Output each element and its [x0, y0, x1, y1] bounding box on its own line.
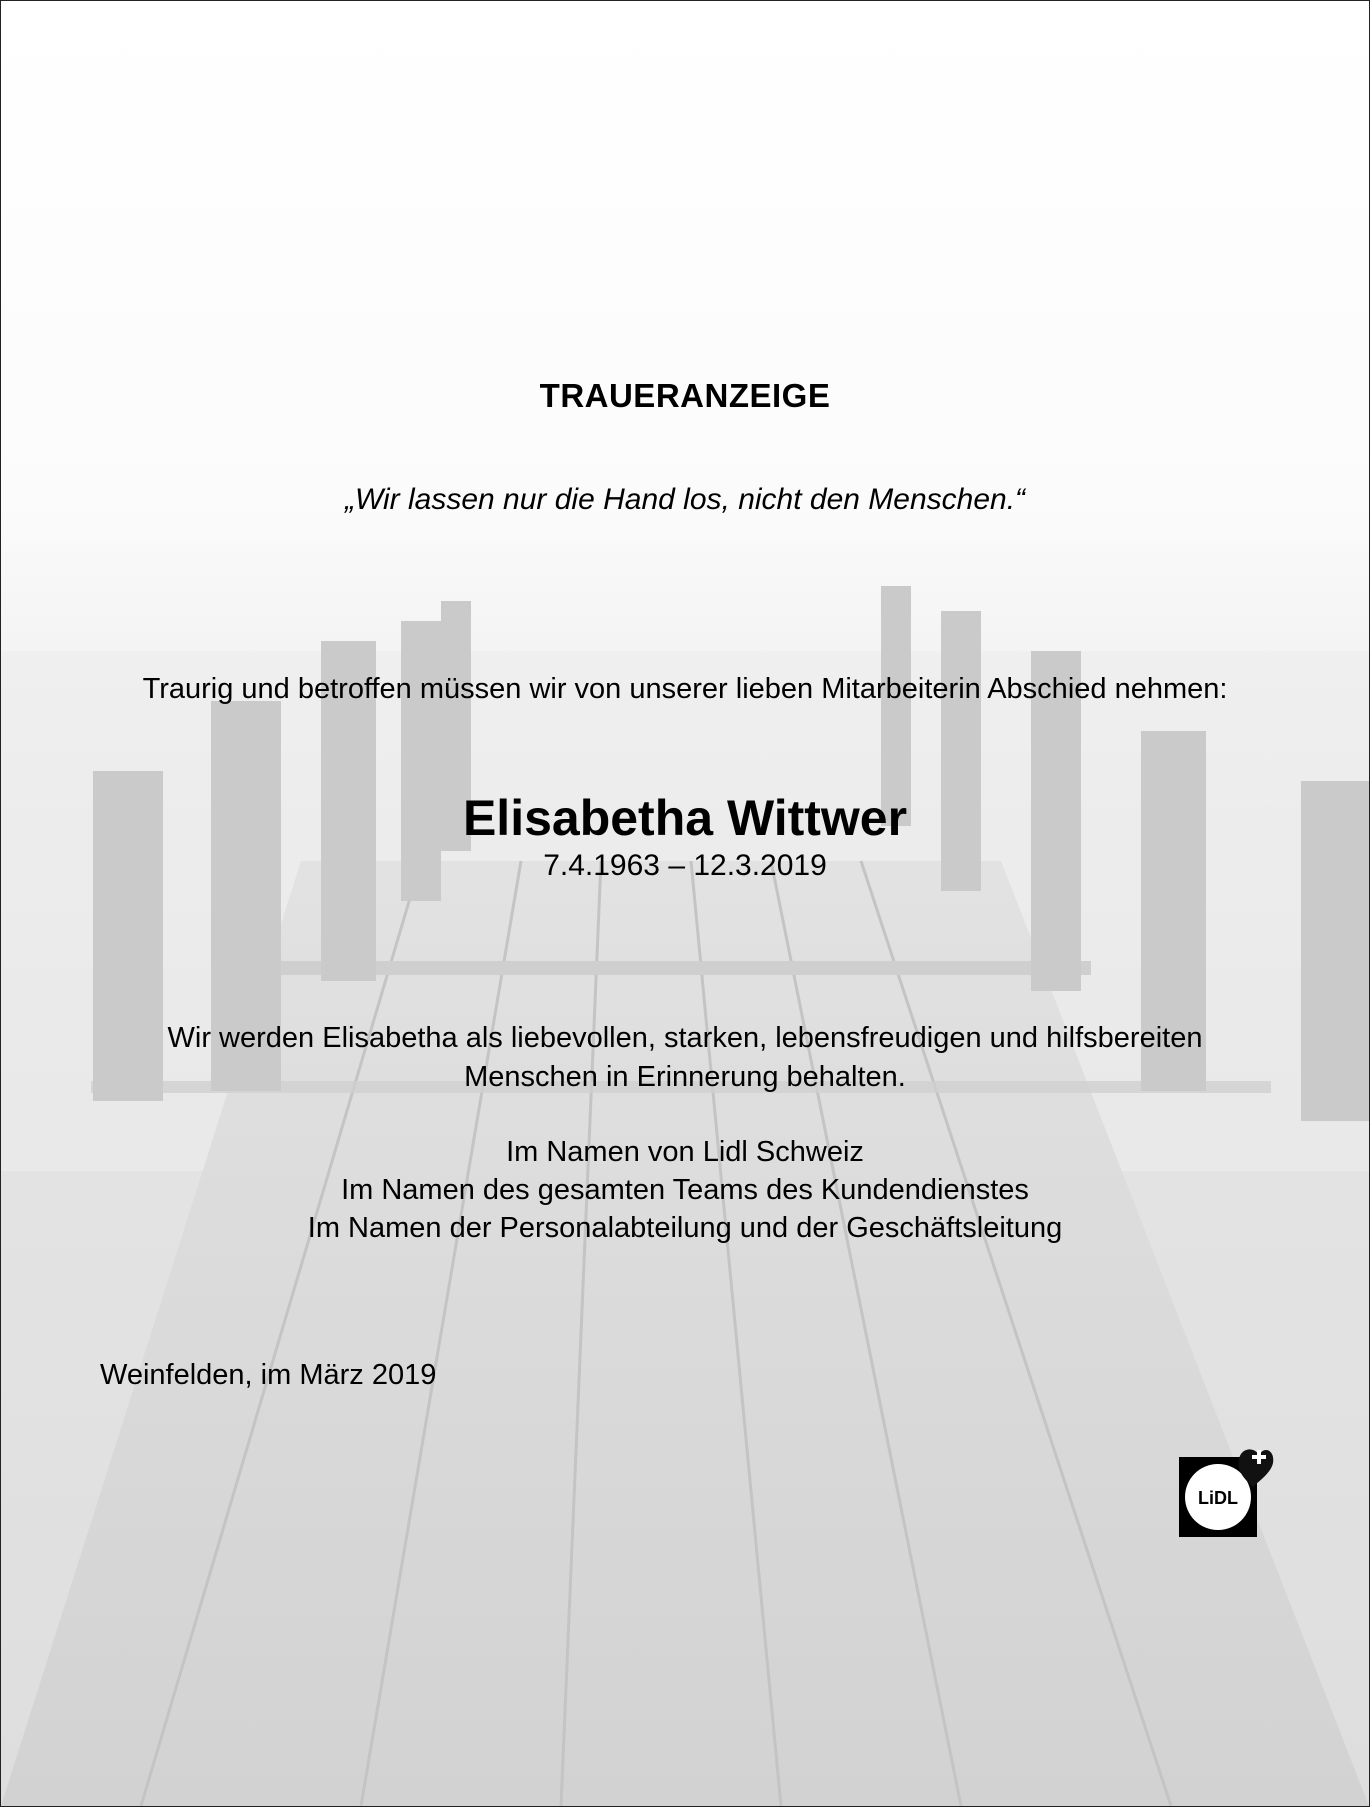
signers-list — [1, 1133, 1369, 1247]
memorial-quote: „Wir lassen nur die Hand los, nicht den Menschen.“ — [344, 483, 1026, 516]
deceased-name: Elisabetha Wittwer — [462, 790, 908, 846]
place-date: Weinfelden, im März 2019 — [100, 1359, 437, 1391]
signer-line: Im Namen der Personalabteilung und der Geschäftsleitung — [307, 1212, 1063, 1244]
tribute-text — [1, 1019, 1369, 1097]
signer-line: Im Namen von Lidl Schweiz — [506, 1136, 864, 1168]
signer-line: Im Namen des gesamten Teams des Kundendienstes — [341, 1174, 1029, 1206]
notice-title: TRAUERANZEIGE — [539, 377, 831, 414]
jetty-background-image — [1, 1, 1369, 1806]
life-dates: 7.4.1963 – 12.3.2019 — [543, 849, 827, 882]
lidl-heart-logo-icon — [1177, 1439, 1275, 1539]
tribute-line: Wir werden Elisabetha als liebevollen, starken, lebensfreudigen und hilfsbereiten — [167, 1022, 1203, 1054]
logo-text: LiDL — [1198, 1488, 1238, 1508]
intro-text: Traurig und betroffen müssen wir von unserer lieben Mitarbeiterin Abschied nehmen: — [142, 673, 1228, 705]
tribute-line: Menschen in Erinnerung behalten. — [464, 1061, 906, 1093]
